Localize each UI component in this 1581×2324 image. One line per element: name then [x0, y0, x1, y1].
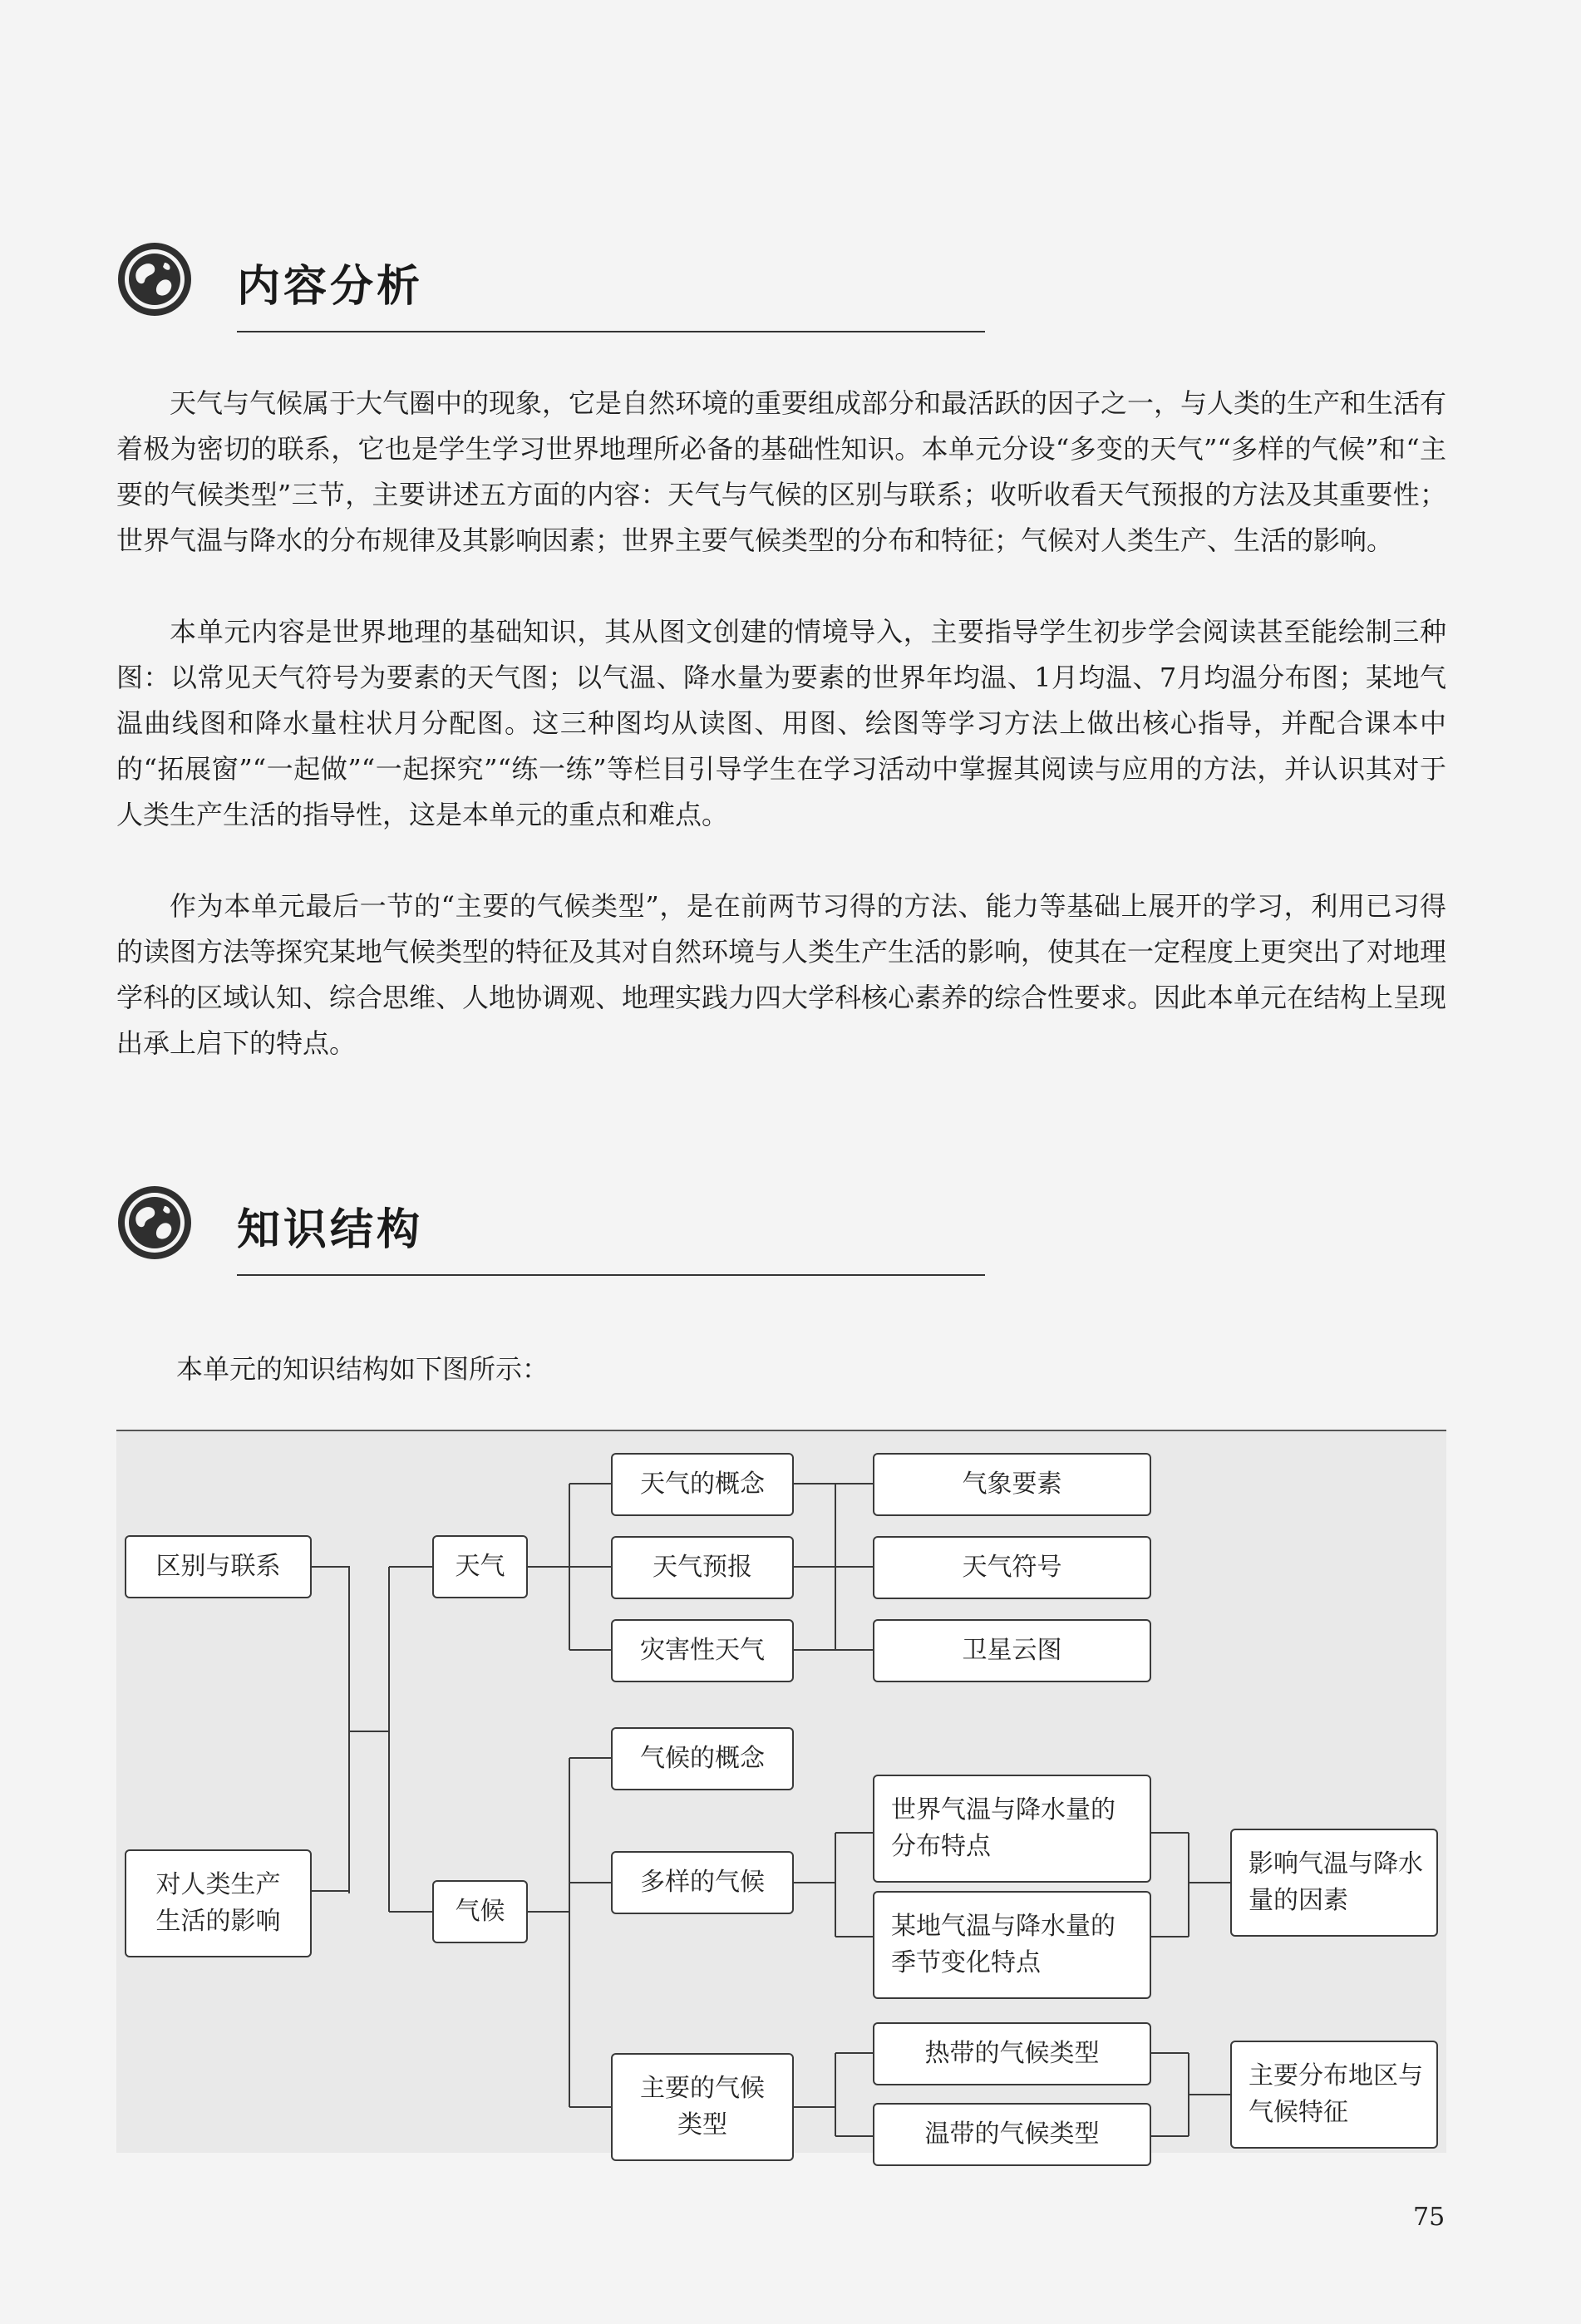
- paragraph: 作为本单元最后一节的“主要的气候类型”，是在前两节习得的方法、能力等基础上展开的学习，利用已习得的读图方法等探究某地气候类型的特征及其对自然环境与人类生产生活的影响，使其在一定程度上更突出了对地理学科的区域认知、综合思维、人地协调观、地理实践力四大学科核心素养的综合性要求。因此本单元在结构上呈现出承上启下的特点。: [116, 890, 1447, 1059]
- node-tropical-climate-types: 热带的气候类型: [873, 2022, 1151, 2085]
- paragraph: 本单元内容是世界地理的基础知识，其从图文创建的情境导入，主要指导学生初步学会阅读甚至能绘制三种图：以常见天气符号为要素的天气图；以气温、降水量为要素的世界年均温、1月均温、7月均温分布图；某地气温曲线图和降水量柱状月分配图。这三种图均从读图、用图、绘图等学习方法上做出核心指导，并配合课本中的“拓展窗”“一起做”“一起探究”“练一练”等栏目引导学生在学习活动中掌握其阅读与应用的方法，并认识其对于人类生产生活的指导性，这是本单元的重点和难点。: [116, 616, 1446, 830]
- node-weather-symbols: 天气符号: [873, 1536, 1151, 1599]
- section-title: 内容分析: [237, 262, 424, 312]
- node-satellite-cloud-images: 卫星云图: [873, 1619, 1151, 1682]
- node-local-temp-precip-seasonal: 某地气温与降水量的季节变化特点: [873, 1891, 1151, 1999]
- paragraph: 天气与气候属于大气圈中的现象，它是自然环境的重要组成部分和最活跃的因子之一，与人类的生产和生活有着极为密切的联系，它也是学生学习世界地理所必备的基础性知识。本单元分设“多变的天气”“多样的气候”和“主要的气候类型”三节，主要讲述五方面的内容：天气与气候的区别与联系；收听收看天气预报的方法及其重要性；世界气温与降水的分布规律及其影响因素；世界主要气候类型的分布和特征；气候对人类生产、生活的影响。: [116, 387, 1447, 556]
- node-weather: 天气: [432, 1535, 528, 1598]
- section-title: 知识结构: [237, 1205, 424, 1255]
- node-meteorological-elements: 气象要素: [873, 1453, 1151, 1516]
- node-main-climate-types: 主要的气候类型: [611, 2053, 794, 2161]
- node-disaster-weather: 灾害性天气: [611, 1619, 794, 1682]
- node-temperate-climate-types: 温带的气候类型: [873, 2103, 1151, 2166]
- node-world-temp-precip-distribution: 世界气温与降水量的分布特点: [873, 1775, 1151, 1883]
- node-climate-concept: 气候的概念: [611, 1727, 794, 1790]
- node-diverse-climate: 多样的气候: [611, 1851, 794, 1914]
- node-distinction-and-connection: 区别与联系: [125, 1535, 312, 1598]
- page-number: 75: [1413, 2203, 1446, 2232]
- node-impact-on-human-life: 对人类生产生活的影响: [125, 1849, 312, 1957]
- node-climate: 气候: [432, 1880, 528, 1943]
- node-weather-forecast: 天气预报: [611, 1536, 794, 1599]
- node-weather-concept: 天气的概念: [611, 1453, 794, 1516]
- node-influencing-factors: 影响气温与降水量的因素: [1230, 1829, 1438, 1937]
- node-distribution-and-features: 主要分布地区与气候特征: [1230, 2041, 1438, 2149]
- diagram-intro: 本单元的知识结构如下图所示：: [176, 1353, 549, 1385]
